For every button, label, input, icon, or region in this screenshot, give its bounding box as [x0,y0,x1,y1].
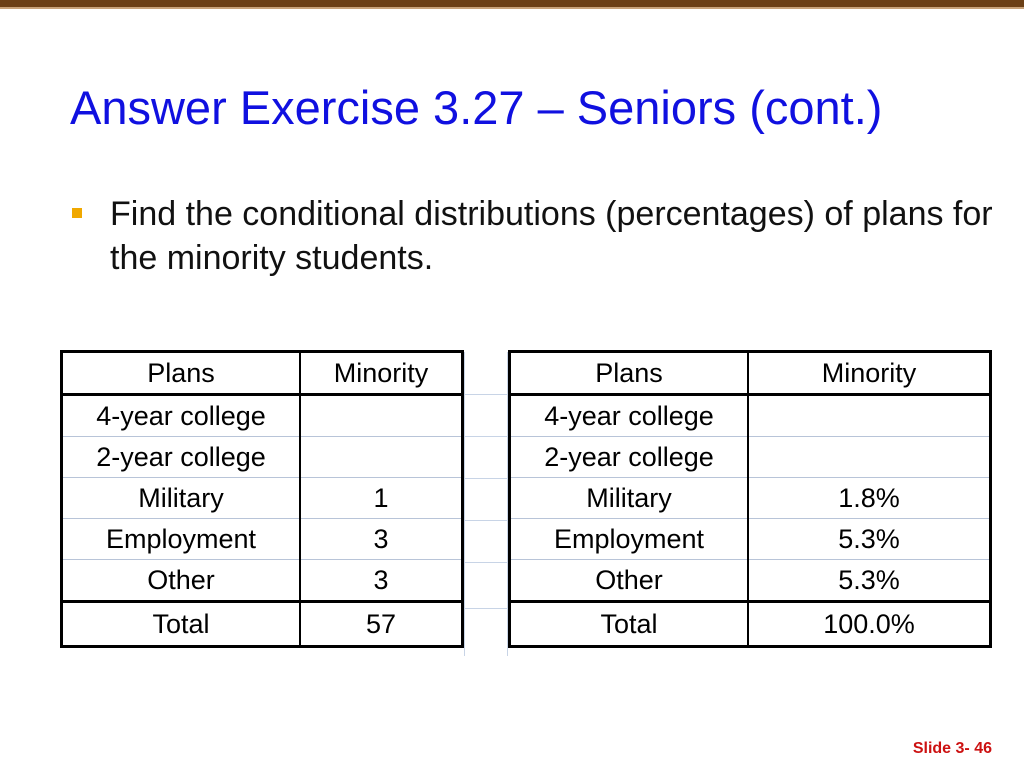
table-row [510,519,991,560]
plan-cell: Other [62,560,301,602]
plan-cell: Military [62,478,301,519]
top-bar-accent-line [0,7,1024,9]
table-total-row [62,602,463,647]
percent-cell [748,395,991,437]
percentages-table [508,350,992,648]
table-header-row [510,352,991,395]
square-bullet-icon [72,208,82,218]
percent-cell: 1.8% [748,478,991,519]
total-label: Total [510,602,749,647]
percent-cell: 5.3% [748,519,991,560]
slide-number: Slide 3- 46 [912,740,992,757]
bullet-text: Find the conditional distributions (percentages) of plans for the minority students. [110,195,993,277]
table-row [510,395,991,437]
table-row [62,560,463,602]
table-row [62,478,463,519]
table-row [62,437,463,478]
count-cell [300,437,463,478]
table-row [510,437,991,478]
percent-cell [748,437,991,478]
table-gap-column [464,352,508,656]
plan-cell: Military [510,478,749,519]
count-cell: 3 [300,560,463,602]
plan-cell: Employment [62,519,301,560]
plan-cell: Employment [510,519,749,560]
top-bar [0,0,1024,7]
percent-cell: 5.3% [748,560,991,602]
total-value: 100.0% [748,602,991,647]
count-cell: 1 [300,478,463,519]
table-row [62,519,463,560]
plan-cell: Other [510,560,749,602]
slide-title: Answer Exercise 3.27 – Seniors (cont.) [70,81,883,134]
plan-cell: 2-year college [510,437,749,478]
total-label: Total [62,602,301,647]
plan-cell: 4-year college [510,395,749,437]
table-row [510,560,991,602]
plan-cell: 2-year college [62,437,301,478]
header-minority: Minority [300,352,463,395]
table-row [510,478,991,519]
counts-table [60,350,464,648]
table-total-row [510,602,991,647]
header-minority: Minority [748,352,991,395]
table-header-row [62,352,463,395]
header-plans: Plans [62,352,301,395]
plan-cell: 4-year college [62,395,301,437]
count-cell: 3 [300,519,463,560]
count-cell [300,395,463,437]
table-row [62,395,463,437]
total-value: 57 [300,602,463,647]
header-plans: Plans [510,352,749,395]
